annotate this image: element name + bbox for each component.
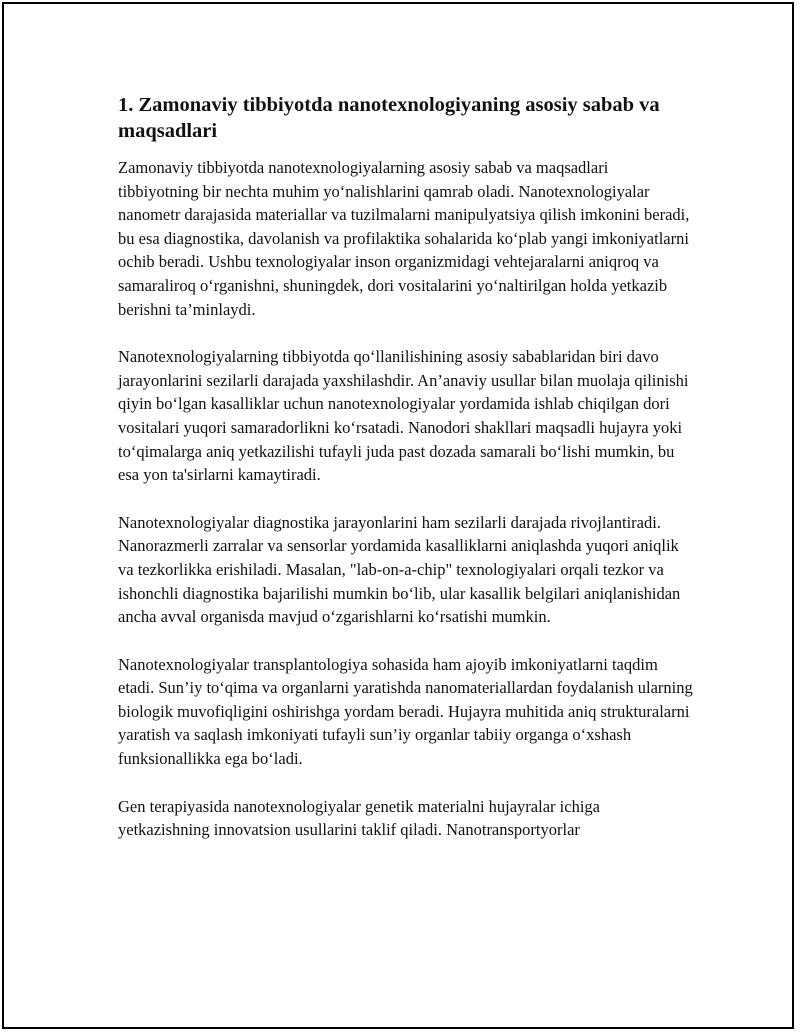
paragraph: Gen terapiyasida nanotexnologiyalar genetik materialni hujayralar ichiga yetkazishning innovatsion usullarini taklif qiladi. Nanotransportyorlar <box>118 796 600 840</box>
paragraph: Nanotexnologiyalar transplantologiya sohasida ham ajoyib imkoniyatlarni taqdim etadi. Sun’iy to‘qima va organlarni yaratishda nanomateriallardan foydalanish ularning biologik muvofiqligini oshirishga yordam beradi. Hujayra muhitida aniq strukturalarni yaratish va saqlash imkoniyati tufayli sun’iy organlar tabiiy organga o‘xshash funksionallikka ega bo‘ladi. <box>118 654 693 769</box>
document-body <box>118 92 693 866</box>
paragraph: Zamonaviy tibbiyotda nanotexnologiyalarning asosiy sabab va maqsadlari tibbiyotning bir nechta muhim yo‘nalishlarini qamrab oladi. Nanotexnologiyalar nanometr darajasida materiallar va tuzilmalarni manipulyatsiya qilish imkonini beradi, bu esa diagnostika, davolanish va profilaktika sohalarida ko‘plab yangi imkoniyatlarni ochib beradi. Ushbu texnologiyalar inson organizmidagi vehtejaralarni aniqroq va samaraliroq o‘rganishni, shuningdek, dori vositalarini yo‘naltirilgan holda yetkazib berishni ta’minlaydi. <box>118 158 690 319</box>
paragraph: Nanotexnologiyalarning tibbiyotda qo‘llanilishining asosiy sabablaridan biri davo jarayonlarini sezilarli darajada yaxshilashdir. An’anaviy usullar bilan muolaja qilinishi qiyin bo‘lgan kasalliklar uchun nanotexnologiyalar yordamida ishlab chiqilgan dori vositalari yuqori samaradorlikni ko‘rsatadi. Nanodori shakllari maqsadli hujayra yoki to‘qimalarga aniq yetkazilishi tufayli juda past dozada samarali bo‘lishi mumkin, bu esa yon ta'sirlarni kamaytiradi. <box>118 347 689 485</box>
paragraph: Nanotexnologiyalar diagnostika jarayonlarini ham sezilarli darajada rivojlantiradi. Nanorazmerli zarralar va sensorlar yordamida kasalliklarni aniqlashda yuqori aniqlik va tezkorlikka erishiladi. Masalan, "lab-on-a-chip" texnologiyalari orqali tezkor va ishonchli diagnostika bajarilishi mumkin bo‘lib, ular kasallik belgilari aniqlanishidan ancha avval organisda mavjud o‘zgarishlarni ko‘rsatishi mumkin. <box>118 512 681 627</box>
section-heading: 1. Zamonaviy tibbiyotda nanotexnologiyaning asosiy sabab va maqsadlari <box>118 94 660 142</box>
